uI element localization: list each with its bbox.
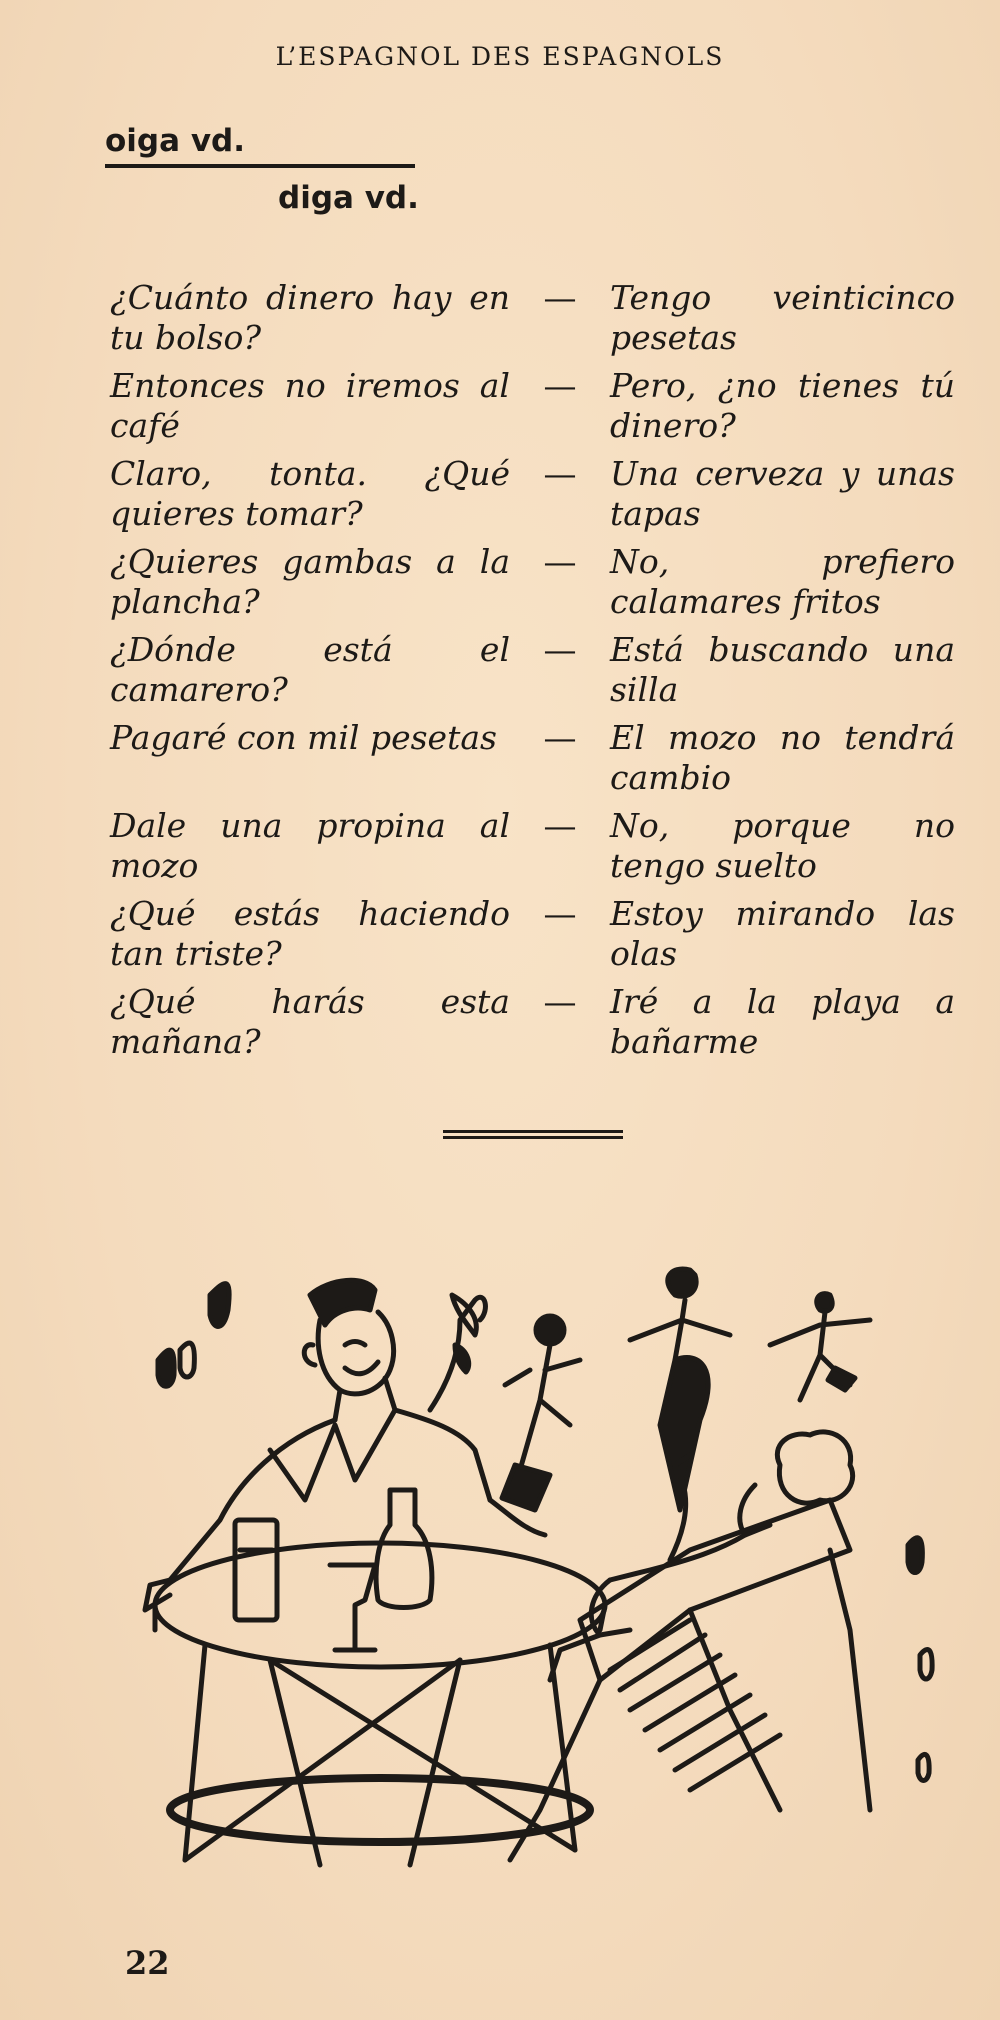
dialogue-row — [110, 718, 955, 798]
dancing-people — [502, 1269, 870, 1510]
em-dash: — — [543, 894, 577, 933]
answer-text: Estoy mirando las olas — [610, 894, 955, 973]
sweat-drop-icon — [180, 1343, 194, 1377]
em-dash: — — [543, 278, 577, 317]
em-dash: — — [543, 542, 577, 581]
oiga-heading: oiga vd. — [105, 123, 245, 159]
page-number: 22 — [125, 1944, 170, 1982]
answer-text: Iré a la playa a bañarme — [610, 982, 955, 1061]
running-head: L’ESPAGNOL DES ESPAGNOLS — [275, 42, 725, 71]
em-dash: — — [543, 718, 577, 757]
em-dash: — — [543, 454, 577, 493]
section-divider — [443, 1130, 623, 1139]
sweat-drop-icon — [918, 1754, 929, 1780]
sweat-drop-icon — [920, 1650, 932, 1679]
em-dash: — — [543, 630, 577, 669]
dialogue-row — [110, 366, 955, 446]
question-text: ¿Qué estás haciendo tan triste? — [110, 894, 510, 973]
question-text: ¿Cuánto dinero hay en tu bolso? — [110, 278, 510, 357]
answer-text: Tengo veinticinco pesetas — [610, 278, 955, 357]
sweat-drop-icon — [908, 1538, 922, 1573]
question-text: Claro, tonta. ¿Qué quieres tomar? — [110, 454, 510, 533]
dialogue-row — [110, 982, 955, 1062]
answer-text: Está buscando una silla — [610, 630, 955, 709]
dialogue-list — [110, 278, 955, 1070]
answer-text: No, porque no tengo suelto — [610, 806, 955, 885]
cafe-beach-illustration — [130, 1250, 970, 1900]
question-text: Pagaré con mil pesetas — [110, 718, 497, 757]
question-text: Entonces no iremos al café — [110, 366, 510, 445]
diga-heading: diga vd. — [278, 180, 419, 216]
question-text: ¿Dónde está el camarero? — [110, 630, 510, 709]
dialogue-row — [110, 542, 955, 622]
glass-icon — [235, 1520, 277, 1620]
dialogue-row — [110, 894, 955, 974]
seated-man-figure — [145, 1280, 545, 1610]
em-dash: — — [543, 982, 577, 1021]
sweat-drop-icon — [210, 1284, 229, 1327]
question-text: ¿Quieres gambas a la plancha? — [110, 542, 510, 621]
answer-text: El mozo no tendrá cambio — [610, 718, 955, 797]
question-text: Dale una propina al mozo — [110, 806, 510, 885]
answer-text: No, prefiero calamares fritos — [610, 542, 955, 621]
answer-text: Una cerveza y unas tapas — [610, 454, 955, 533]
dialogue-row — [110, 278, 955, 358]
dialogue-row — [110, 806, 955, 886]
em-dash: — — [543, 366, 577, 405]
dialogue-row — [110, 630, 955, 710]
heading-rule — [105, 164, 415, 168]
bottle-icon — [376, 1490, 432, 1608]
sweat-drop-icon — [158, 1350, 174, 1386]
answer-text: Pero, ¿no tienes tú dinero? — [610, 366, 955, 445]
wine-glass-icon — [330, 1565, 375, 1650]
question-text: ¿Qué harás esta mañana? — [110, 982, 510, 1061]
em-dash: — — [543, 806, 577, 845]
dialogue-row — [110, 454, 955, 534]
